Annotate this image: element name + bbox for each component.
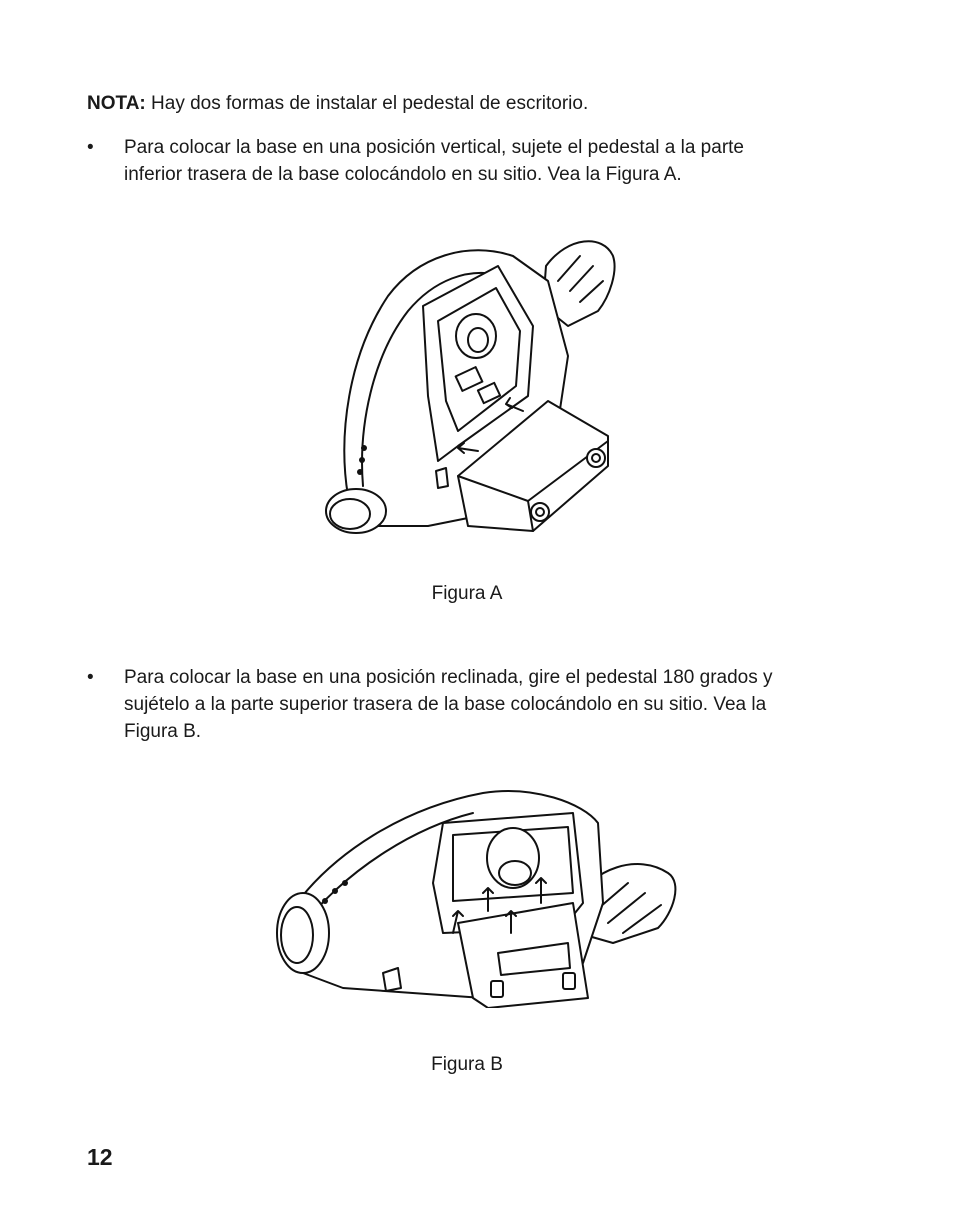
figure-b-illustration bbox=[273, 783, 688, 1008]
note-text: Hay dos formas de instalar el pedestal de escritorio. bbox=[145, 93, 589, 114]
phone-base-reclined-drawing bbox=[273, 783, 688, 1008]
bullet-line: sujételo a la parte superior trasera de la base colocándolo en su sitio. Vea la bbox=[124, 694, 767, 715]
bullet-line: Figura B. bbox=[124, 721, 202, 742]
figure-a-caption: Figura A bbox=[431, 583, 503, 604]
bullet-line: inferior trasera de la base colocándolo en su sitio. Vea la Figura A. bbox=[124, 164, 682, 185]
bullet-line: Para colocar la base en una posición vertical, sujete el pedestal a la parte bbox=[124, 137, 744, 158]
figure-a-illustration bbox=[318, 236, 628, 546]
bullet-item-reclined bbox=[87, 664, 867, 754]
bullet-text bbox=[124, 134, 864, 188]
note-label: NOTA: bbox=[87, 93, 146, 114]
note-paragraph bbox=[87, 90, 867, 117]
bullet-symbol: • bbox=[87, 667, 94, 688]
page-number: 12 bbox=[87, 1144, 113, 1170]
bullet-line: Para colocar la base en una posición reclinada, gire el pedestal 180 grados y bbox=[124, 667, 773, 688]
bullet-text bbox=[124, 664, 864, 745]
phone-base-vertical-drawing bbox=[318, 236, 628, 546]
bullet-item-vertical bbox=[87, 134, 867, 194]
bullet-symbol: • bbox=[87, 137, 94, 158]
figure-b-caption: Figura B bbox=[431, 1054, 503, 1075]
